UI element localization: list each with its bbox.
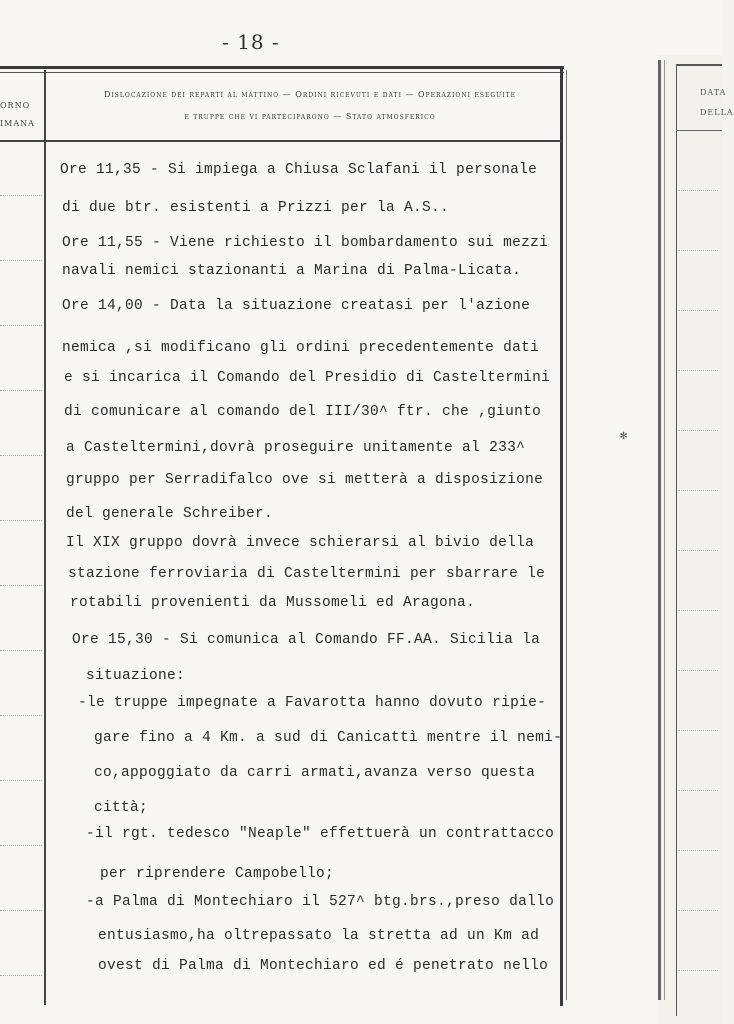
text-line: Ore 14,00 - Data la situazione creatasi per l'azione — [62, 298, 531, 314]
adjacent-page-top-rule — [676, 64, 722, 66]
text-line: rotabili provenienti da Mussomeli ed Aragona. — [70, 595, 476, 611]
frame-top-rule — [0, 66, 564, 69]
text-line: del generale Schreiber. — [66, 506, 274, 522]
text-line: navali nemici stazionanti a Marina di Palma-Licata. — [62, 263, 522, 279]
adjacent-page-column-rule — [676, 66, 677, 1016]
text-line: -il rgt. tedesco "Neaple" effettuerà un contrattacco — [86, 826, 555, 842]
adjacent-page-label: DATA — [700, 88, 727, 97]
text-line: Il XIX gruppo dovrà invece schierarsi al bivio della — [66, 535, 535, 551]
text-line: a Casteltermini,dovrà proseguire unitamente al 233^ — [66, 440, 526, 456]
frame-right-rule-inner — [566, 70, 567, 1000]
frame-top-rule-inner — [0, 72, 564, 73]
text-line: nemica ,si modificano gli ordini precedentemente dati — [62, 340, 540, 356]
text-line: di due btr. esistenti a Prizzi per la A.S.. — [62, 200, 450, 216]
text-line: stazione ferroviaria di Casteltermini per sbarrare le — [68, 566, 546, 582]
column-header-line: e truppe che vi parteciparono — Stato atmosferico — [184, 112, 436, 121]
text-line: gruppo per Serradifalco ove si metterà a disposizione — [66, 472, 544, 488]
frame-right-rule — [560, 66, 563, 1006]
text-line: Ore 11,35 - Si impiega a Chiusa Sclafani il personale — [60, 162, 538, 178]
text-line: -le truppe impegnate a Favarotta hanno dovuto ripie- — [78, 695, 547, 711]
text-line: per riprendere Campobello; — [100, 866, 335, 882]
ink-speck: ✻ — [620, 429, 628, 443]
text-line: e si incarica il Comando del Presidio di Casteltermini — [64, 370, 551, 386]
text-line: Ore 11,55 - Viene richiesto il bombardamento sui mezzi — [62, 235, 549, 251]
text-line: co,appoggiato da carri armati,avanza verso questa — [94, 765, 536, 781]
adjacent-page-edge — [658, 55, 722, 1024]
header-bottom-rule — [0, 140, 562, 142]
column-header-line: Dislocazione dei reparti al mattino — Ordini ricevuti e dati — Operazioni eseguite — [104, 90, 516, 99]
text-line: gare fino a 4 Km. a sud di Canicattì mentre il nemi- — [94, 730, 563, 746]
left-column-label: IMANA — [0, 119, 35, 128]
adjacent-page-border-inner — [664, 60, 665, 1000]
text-line: entusiasmo,ha oltrepassato la stretta ad un Km ad — [98, 928, 540, 944]
text-line: ovest di Palma di Montechiaro ed é penetrato nello — [98, 958, 549, 974]
text-line: situazione: — [86, 668, 186, 684]
text-line: Ore 15,30 - Si comunica al Comando FF.AA. Sicilia la — [72, 632, 541, 648]
column-divider — [44, 70, 46, 1005]
page-number: - 18 - — [222, 30, 280, 54]
adjacent-page-border — [658, 60, 661, 1000]
left-column-label: ORNO — [0, 101, 31, 110]
text-line: città; — [94, 800, 149, 816]
text-line: di comunicare al comando del III/30^ ftr. che ,giunto — [64, 404, 542, 420]
text-line: -a Palma di Montechiaro il 527^ btg.brs.,preso dallo — [86, 894, 555, 910]
adjacent-page-header-rule — [676, 130, 722, 131]
adjacent-page-label: DELLA — [700, 108, 734, 117]
